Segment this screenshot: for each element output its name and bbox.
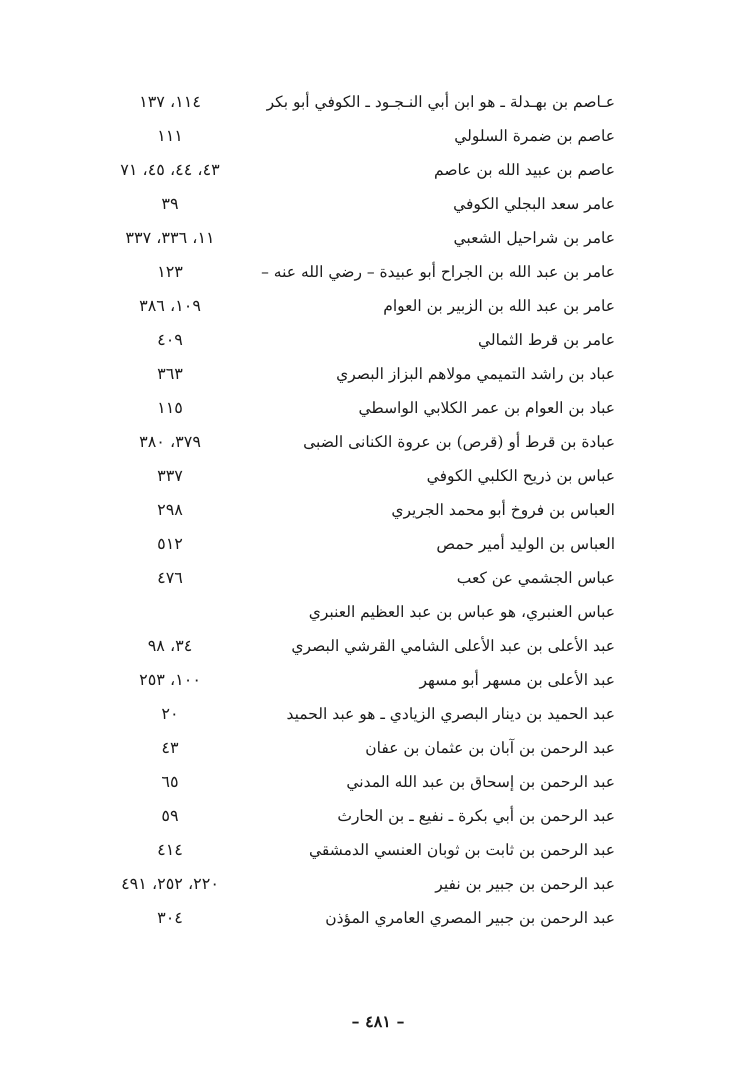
- entry-pages: ٣٩: [161, 194, 179, 213]
- entry-name: عامر بن عبد الله بن الجراح أبو عبيدة – رضي الله عنه –: [261, 263, 615, 281]
- entry-pages: ٣٦٣: [157, 364, 183, 383]
- entry-name: عبد الأعلى بن عبد الأعلى الشامي القرشي البصري: [291, 637, 615, 655]
- entry-pages: ١١٤، ١٣٧: [139, 92, 201, 111]
- index-entry: [95, 323, 615, 357]
- index-entry: [95, 799, 615, 833]
- index-entry: [95, 629, 615, 663]
- entry-pages: ٤١٤: [157, 840, 183, 859]
- entry-name: عباس الجشمي عن كعب: [456, 569, 615, 587]
- entry-pages: ٣٠٤: [157, 908, 183, 927]
- entry-pages: ١١١: [157, 126, 183, 145]
- entry-name: عبادة بن قرط أو (قرص) بن عروة الكنانى الضبى: [303, 433, 615, 451]
- index-entry: [95, 153, 615, 187]
- index-entry: [95, 561, 615, 595]
- index-entry: [95, 425, 615, 459]
- index-list: [95, 85, 615, 935]
- entry-name: العباس بن فروخ أبو محمد الجريري: [391, 501, 615, 519]
- entry-name: عاصم بن عبيد الله بن عاصم: [434, 161, 615, 179]
- entry-name: عامر سعد البجلي الكوفي: [453, 195, 615, 213]
- entry-pages: ١٠٩، ٣٨٦: [139, 296, 201, 315]
- index-entry: [95, 85, 615, 119]
- entry-pages: ٣٧٩، ٣٨٠: [139, 432, 201, 451]
- index-entry: [95, 765, 615, 799]
- index-entry: [95, 663, 615, 697]
- entry-name: عبد الأعلى بن مسهر أبو مسهر: [419, 671, 615, 689]
- entry-name: العباس بن الوليد أمير حمص: [436, 535, 615, 553]
- index-entry: [95, 731, 615, 765]
- entry-pages: ٢٢٠، ٢٥٢، ٤٩١: [121, 874, 219, 893]
- entry-pages: ٤٣، ٤٤، ٤٥، ٧١: [120, 160, 220, 179]
- index-entry: [95, 255, 615, 289]
- index-entry: [95, 697, 615, 731]
- entry-pages: ٤٣: [161, 738, 179, 757]
- entry-pages: ١٠٠، ٢٥٣: [139, 670, 201, 689]
- entry-name: عبد الرحمن بن آبان بن عثمان بن عفان: [365, 739, 615, 757]
- entry-name: عامر بن عبد الله بن الزبير بن العوام: [383, 297, 615, 315]
- index-entry: [95, 901, 615, 935]
- entry-name: عبد الرحمن بن جبير بن نفير: [435, 875, 615, 893]
- index-entry: [95, 119, 615, 153]
- entry-pages: ٣٤، ٩٨: [147, 636, 193, 655]
- index-entry: [95, 357, 615, 391]
- entry-pages: ٢٩٨: [157, 500, 183, 519]
- page-number: – ٤٨١ –: [351, 1012, 405, 1031]
- entry-name: عبد الرحمن بن أبي بكرة ـ نفيع ـ بن الحارث: [337, 807, 615, 825]
- entry-pages: ٤٧٦: [157, 568, 183, 587]
- index-entry: [95, 493, 615, 527]
- index-entry: [95, 595, 615, 629]
- index-entry: [95, 527, 615, 561]
- entry-name: عباس بن ذريح الكلبي الكوفي: [426, 467, 615, 485]
- index-entry: [95, 833, 615, 867]
- entry-pages: ١٢٣: [157, 262, 183, 281]
- index-entry: [95, 221, 615, 255]
- entry-pages: ٤٠٩: [157, 330, 183, 349]
- entry-pages: ٥١٢: [157, 534, 183, 553]
- index-entry: [95, 187, 615, 221]
- entry-name: عبد الرحمن بن إسحاق بن عبد الله المدني: [346, 773, 615, 791]
- entry-name: عباس العنبري، هو عباس بن عبد العظيم العنبري: [308, 603, 615, 621]
- index-entry: [95, 289, 615, 323]
- entry-name: عبد الرحمن بن جبير المصري العامري المؤذن: [325, 909, 615, 927]
- entry-name: عبد الرحمن بن ثابت بن ثوبان العنسي الدمشقي: [309, 841, 615, 859]
- entry-name: عاصم بن ضمرة السلولي: [454, 127, 615, 145]
- entry-name: عامر بن قرط الثمالي: [477, 331, 615, 349]
- index-entry: [95, 459, 615, 493]
- index-entry: [95, 391, 615, 425]
- entry-pages: ٢٠: [161, 704, 179, 723]
- entry-name: عبد الحميد بن دينار البصري الزيادي ـ هو عبد الحميد: [286, 705, 615, 723]
- entry-name: عباد بن راشد التميمي مولاهم البزاز البصري: [336, 365, 615, 383]
- entry-pages: ٦٥: [161, 772, 179, 791]
- entry-pages: ٣٣٧: [157, 466, 183, 485]
- index-entry: [95, 867, 615, 901]
- entry-name: عـاصم بن بهـدلة ـ هو ابن أبي النـجـود ـ الكوفي أبو بكر: [266, 93, 615, 111]
- entry-name: عباد بن العوام بن عمر الكلابي الواسطي: [358, 399, 615, 417]
- entry-pages: ١١، ٣٣٦، ٣٣٧: [125, 228, 215, 247]
- entry-pages: ٥٩: [161, 806, 179, 825]
- entry-pages: ١١٥: [157, 398, 183, 417]
- entry-name: عامر بن شراحيل الشعبي: [453, 229, 615, 247]
